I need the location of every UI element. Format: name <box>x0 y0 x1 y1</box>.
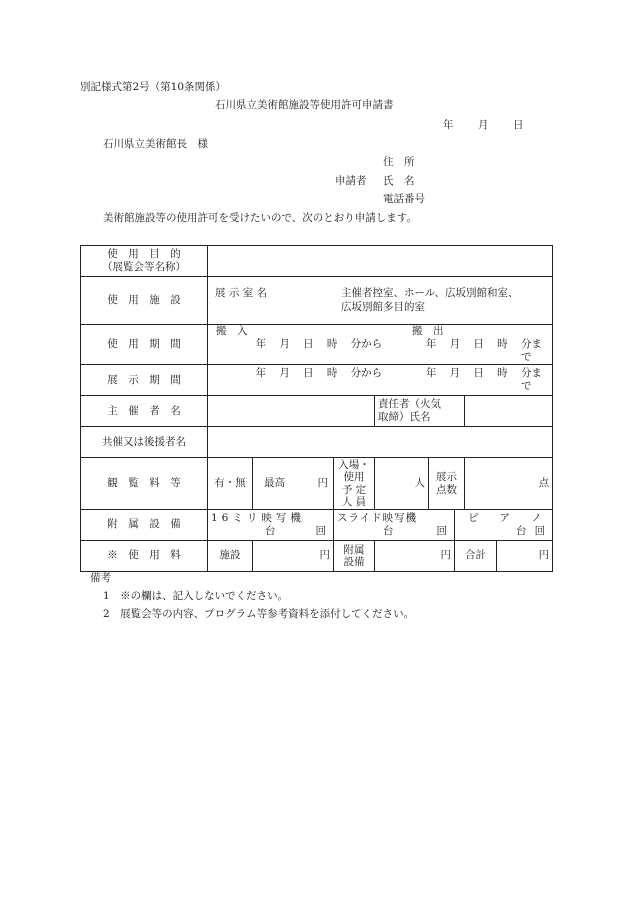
fee-max-label: 最高 <box>264 476 285 489</box>
projector-label: 16ミリ映写機 <box>211 511 305 524</box>
exhibit-period-label: 展 示 期 間 <box>81 365 208 396</box>
admission-fee-label: 観 覧 料 等 <box>81 458 208 509</box>
equipment-fee-label <box>334 540 375 571</box>
visitors-label-line1: 入場・使用 <box>338 459 370 484</box>
responsible-label-line2: 取締）氏名 <box>378 411 431 424</box>
day-unit: 日 <box>473 338 484 351</box>
hour-unit: 時 <box>326 367 338 380</box>
responsible-label <box>375 396 465 427</box>
hour-unit: 時 <box>497 338 508 351</box>
year-unit: 年 <box>255 338 267 351</box>
facility-options-line1: 主催者控室、ホール、広坂別館和室、 <box>341 287 519 300</box>
organizer-row <box>81 396 553 427</box>
date-year: 年 <box>443 119 454 131</box>
projector-field[interactable] <box>208 509 334 540</box>
hour-unit: 時 <box>497 367 508 380</box>
applicant-label: 申請者 <box>335 175 367 187</box>
exhibit-count-label-line2: 点数 <box>436 483 457 496</box>
use-period-row <box>81 325 553 365</box>
equipment-fee-field[interactable]: 円 <box>375 540 455 571</box>
intro-text: 美術館施設等の使用許可を受けたいので、次のとおり申請します。 <box>103 212 417 224</box>
slide-projector-label: スライド映写機 <box>337 511 418 524</box>
responsible-label-line1: 責任者（火気 <box>378 398 441 411</box>
phone-label: 電話番号 <box>383 193 425 205</box>
times-unit: 回 <box>436 524 447 537</box>
address-label: 住 所 <box>383 156 415 168</box>
facility-field[interactable] <box>208 277 553 325</box>
year-unit: 年 <box>255 367 267 380</box>
purpose-label <box>81 246 208 277</box>
total-field[interactable]: 円 <box>497 540 553 571</box>
day-unit: 日 <box>303 367 314 380</box>
use-period-label: 使 用 期 間 <box>81 325 208 365</box>
visitors-field[interactable]: 人 <box>375 458 429 509</box>
visitors-label <box>334 458 375 509</box>
slide-projector-field[interactable] <box>334 509 455 540</box>
notes-heading: 備考 <box>90 572 111 584</box>
day-unit: 日 <box>473 367 484 380</box>
use-period-field[interactable] <box>208 325 553 365</box>
facility-row <box>81 277 553 325</box>
exhibit-count-field[interactable]: 点 <box>465 458 553 509</box>
carry-in-label: 搬 入 <box>216 325 248 337</box>
date-month: 月 <box>478 119 489 131</box>
times-unit: 回 <box>315 524 326 537</box>
addressee: 石川県立美術館長 様 <box>103 138 208 150</box>
year-unit: 年 <box>425 338 437 351</box>
exhibition-room-label: 展 示 室 名 <box>215 287 268 300</box>
document-title: 石川県立美術館施設等使用許可申請書 <box>215 99 394 111</box>
month-unit: 月 <box>449 338 461 351</box>
month-unit: 月 <box>279 338 290 351</box>
exhibit-period-field[interactable] <box>208 365 553 396</box>
visitors-label-line2: 予 定 人 員 <box>341 483 367 508</box>
hour-unit: 時 <box>326 338 338 351</box>
day-unit: 日 <box>303 338 314 351</box>
note-2: 2 展覧会等の内容、プログラム等参考資料を添付してください。 <box>103 608 415 620</box>
date-day: 日 <box>513 119 524 131</box>
facility-fee-field[interactable]: 円 <box>253 540 334 571</box>
carry-out-label: 搬 出 <box>412 325 444 337</box>
until-unit: 分まで <box>520 367 542 393</box>
exhibit-period-row <box>81 365 553 396</box>
co-sponsor-label: 共催又は後援者名 <box>81 427 208 458</box>
purpose-field[interactable] <box>208 246 553 277</box>
month-unit: 月 <box>449 367 461 380</box>
from-unit: 分から <box>350 367 383 380</box>
admission-fee-row <box>81 458 553 509</box>
fee-yes-no[interactable]: 有・無 <box>208 458 253 509</box>
purpose-row <box>81 246 553 277</box>
units-unit: 台 <box>383 524 394 537</box>
fee-max-field[interactable] <box>253 458 334 509</box>
exhibit-count-label <box>429 458 465 509</box>
units-unit: 台 <box>516 524 527 537</box>
year-unit: 年 <box>425 367 437 380</box>
yen-unit: 円 <box>317 476 328 489</box>
usage-fee-row <box>81 540 553 571</box>
name-label: 氏 名 <box>383 175 415 187</box>
organizer-field[interactable] <box>208 396 375 427</box>
equipment-fee-label-line2: 設備 <box>343 555 365 568</box>
from-unit: 分から <box>350 338 383 351</box>
equipment-fee-label-line1: 附属 <box>343 543 365 556</box>
facility-label: 使 用 施 設 <box>81 277 208 325</box>
units-unit: 台 <box>265 524 276 537</box>
until-unit: 分まで <box>520 338 542 364</box>
total-label: 合計 <box>455 540 497 571</box>
responsible-field[interactable] <box>465 396 553 427</box>
co-sponsor-row <box>81 427 553 458</box>
times-unit: 回 <box>534 524 546 537</box>
application-table <box>80 245 553 572</box>
piano-field[interactable] <box>455 509 553 540</box>
co-sponsor-field[interactable] <box>208 427 553 458</box>
equipment-label: 附 属 設 備 <box>81 509 208 540</box>
purpose-label-line1: 使 用 目 的 <box>107 247 181 260</box>
piano-label: ピ ア ノ <box>468 511 542 524</box>
purpose-label-line2: （展覧会等名称） <box>102 261 186 273</box>
month-unit: 月 <box>279 367 290 380</box>
facility-fee-label: 施設 <box>208 540 253 571</box>
facility-options-line2: 広坂別館多目的室 <box>341 300 425 313</box>
equipment-row <box>81 509 553 540</box>
note-1: 1 ※の欄は、記入しないでください。 <box>103 590 289 602</box>
form-number: 別記様式第2号（第10条関係） <box>80 81 227 93</box>
exhibit-count-label-line1: 展示 <box>436 471 457 484</box>
usage-fee-label: ※ 使 用 料 <box>81 540 208 571</box>
organizer-label: 主 催 者 名 <box>81 396 208 427</box>
